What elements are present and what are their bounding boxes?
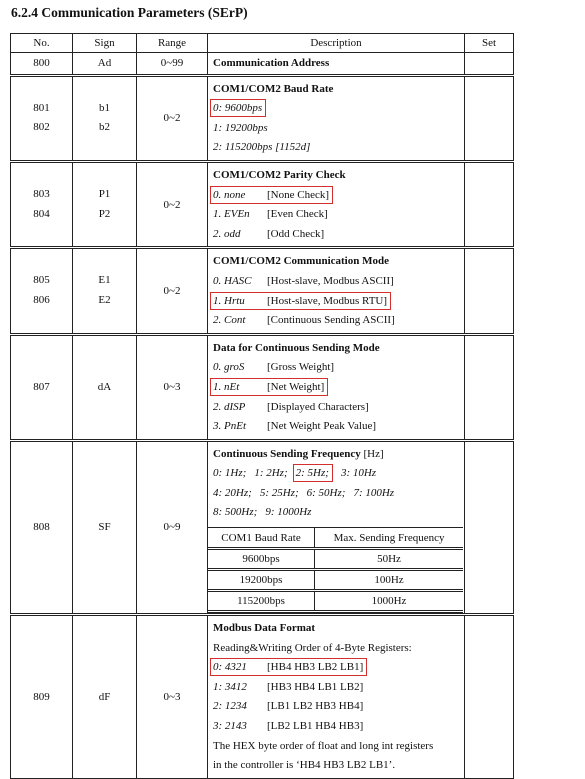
desc-title: COM1/COM2 Baud Rate xyxy=(213,82,334,95)
param-description xyxy=(208,248,465,334)
baud-frequency-table xyxy=(208,527,463,613)
parameters-table-wrapper xyxy=(10,33,513,779)
option-code: 0. none xyxy=(213,188,246,201)
option-code: 2. Cont xyxy=(213,314,246,327)
option-label: [Host-slave, Modbus RTU] xyxy=(267,294,388,307)
option-label: [HB4 HB3 LB2 LB1] xyxy=(267,661,364,674)
param-no-2: 804 xyxy=(33,207,50,220)
param-range: 0~2 xyxy=(137,161,208,247)
inner-cell: 115200bps xyxy=(208,591,315,612)
default-option-highlight xyxy=(210,658,367,676)
param-set xyxy=(465,248,514,334)
param-range: 0~9 xyxy=(137,440,208,614)
param-description xyxy=(208,161,465,247)
param-no-1: 805 xyxy=(33,274,50,287)
table-row xyxy=(11,440,514,614)
table-row xyxy=(208,570,463,591)
desc-title: Communication Address xyxy=(213,57,330,69)
option-code: 2. dISP xyxy=(213,400,246,413)
option-code: 2. odd xyxy=(213,227,241,240)
option-label: [Even Check] xyxy=(267,208,328,221)
option-label: [Host-slave, Modbus ASCII] xyxy=(267,274,394,287)
header-set: Set xyxy=(465,34,514,53)
param-sign-2: E2 xyxy=(98,294,111,307)
frequency-option: 8: 500Hz; xyxy=(213,506,258,519)
param-sign-1: E1 xyxy=(98,274,111,287)
option-code: 1: 3412 xyxy=(213,680,247,693)
frequency-option: 9: 1000Hz xyxy=(265,506,312,519)
desc-title: COM1/COM2 Parity Check xyxy=(213,168,346,181)
section-title: 6.2.4 Communication Parameters (SErP) xyxy=(11,5,248,20)
param-sign: Ad xyxy=(73,53,137,76)
param-sign xyxy=(73,248,137,334)
option-label: [LB2 LB1 HB4 HB3] xyxy=(267,720,364,733)
desc-title: Data for Continuous Sending Mode xyxy=(213,341,380,354)
param-no xyxy=(11,75,73,161)
param-set xyxy=(465,161,514,247)
default-option-highlight: 2: 5Hz; xyxy=(293,464,333,482)
table-row xyxy=(11,75,514,161)
option-label: [Net Weight Peak Value] xyxy=(267,420,376,433)
param-sign-1: b1 xyxy=(99,101,110,114)
desc-title: Modbus Data Format xyxy=(213,622,316,635)
table-row xyxy=(11,615,514,779)
param-sign: dF xyxy=(73,615,137,779)
option-code: 3. PnEt xyxy=(213,420,246,433)
param-no-2: 806 xyxy=(33,294,50,307)
param-set xyxy=(465,615,514,779)
option-label: [HB3 HB4 LB1 LB2] xyxy=(267,680,364,693)
param-description xyxy=(208,615,465,779)
param-set xyxy=(465,334,514,440)
param-no xyxy=(11,161,73,247)
option: 2: 115200bps [1152d] xyxy=(213,141,311,154)
param-no-2: 802 xyxy=(33,121,50,134)
inner-header-row xyxy=(208,528,463,549)
table-row xyxy=(11,161,514,247)
option-label: [Gross Weight] xyxy=(267,361,335,374)
param-sign-2: b2 xyxy=(99,121,110,134)
option-label: [Continuous Sending ASCII] xyxy=(267,314,395,327)
param-sign: SF xyxy=(73,440,137,614)
option: 1: 19200bps xyxy=(213,121,268,134)
frequency-option: 6: 50Hz; xyxy=(306,486,346,499)
frequency-option: 4: 20Hz; xyxy=(213,486,252,499)
param-no: 809 xyxy=(11,615,73,779)
default-option-highlight xyxy=(210,378,328,396)
option-code: 0. HASC xyxy=(213,274,252,287)
param-set xyxy=(465,440,514,614)
param-range: 0~2 xyxy=(137,248,208,334)
inner-cell: 50Hz xyxy=(315,549,463,570)
param-range: 0~99 xyxy=(137,53,208,76)
param-sign xyxy=(73,161,137,247)
param-description xyxy=(208,334,465,440)
param-sign xyxy=(73,75,137,161)
option-label: [Odd Check] xyxy=(267,227,325,240)
option-code: 1. EVEn xyxy=(213,208,250,221)
frequency-option: 7: 100Hz xyxy=(353,486,395,499)
param-range: 0~3 xyxy=(137,334,208,440)
default-option-highlight xyxy=(210,292,391,310)
desc-title: COM1/COM2 Communication Mode xyxy=(213,255,389,268)
option-code: 1. nEt xyxy=(213,380,240,393)
table-row xyxy=(208,591,463,612)
option-code: 0. groS xyxy=(213,361,245,374)
param-description xyxy=(208,75,465,161)
param-no: 808 xyxy=(11,440,73,614)
note-line: in the controller is ‘HB4 HB3 LB2 LB1’. xyxy=(213,759,396,772)
param-no-1: 801 xyxy=(33,101,50,114)
header-sign: Sign xyxy=(73,34,137,53)
param-no: 800 xyxy=(11,53,73,76)
option-label: [None Check] xyxy=(267,188,330,201)
desc-title: Continuous Sending Frequency xyxy=(213,447,361,460)
option-code: 1. Hrtu xyxy=(213,294,245,307)
note-line: The HEX byte order of float and long int registers xyxy=(213,739,434,752)
table-row xyxy=(11,53,514,76)
param-no-1: 803 xyxy=(33,188,50,201)
param-set xyxy=(465,75,514,161)
inner-cell: 9600bps xyxy=(208,549,315,570)
frequency-option: 0: 1Hz; xyxy=(213,467,247,480)
unit-label: [Hz] xyxy=(363,447,384,460)
header-description: Description xyxy=(208,34,465,53)
inner-header-baud: COM1 Baud Rate xyxy=(208,528,315,549)
inner-header-freq: Max. Sending Frequency xyxy=(315,528,463,549)
frequency-option: 5: 25Hz; xyxy=(259,486,299,499)
frequency-option: 3: 10Hz xyxy=(340,467,377,480)
default-option-highlight: 0: 9600bps xyxy=(210,99,266,117)
inner-cell: 19200bps xyxy=(208,570,315,591)
header-no: No. xyxy=(11,34,73,53)
desc-subtitle: Reading&Writing Order of 4-Byte Registers: xyxy=(213,641,412,654)
param-sign-2: P2 xyxy=(98,207,111,220)
header-row xyxy=(11,34,514,53)
param-no: 807 xyxy=(11,334,73,440)
param-range: 0~3 xyxy=(137,615,208,779)
default-option-highlight xyxy=(210,186,333,204)
param-set xyxy=(465,53,514,76)
table-row xyxy=(208,549,463,570)
param-sign-1: P1 xyxy=(98,188,111,201)
table-row xyxy=(11,334,514,440)
option-label: [Net Weight] xyxy=(267,380,325,393)
inner-cell: 100Hz xyxy=(315,570,463,591)
option-code: 0: 4321 xyxy=(213,661,247,674)
parameters-table xyxy=(10,33,514,779)
param-sign: dA xyxy=(73,334,137,440)
inner-cell: 1000Hz xyxy=(315,591,463,612)
header-range: Range xyxy=(137,34,208,53)
frequency-option: 1: 2Hz; xyxy=(254,467,288,480)
param-no xyxy=(11,248,73,334)
param-description xyxy=(208,440,465,614)
option-label: [LB1 LB2 HB3 HB4] xyxy=(267,700,364,713)
option-label: [Displayed Characters] xyxy=(267,400,369,413)
option-code: 3: 2143 xyxy=(213,720,247,733)
table-row xyxy=(11,248,514,334)
param-description xyxy=(208,53,465,76)
option-code: 2: 1234 xyxy=(213,700,247,713)
param-range: 0~2 xyxy=(137,75,208,161)
